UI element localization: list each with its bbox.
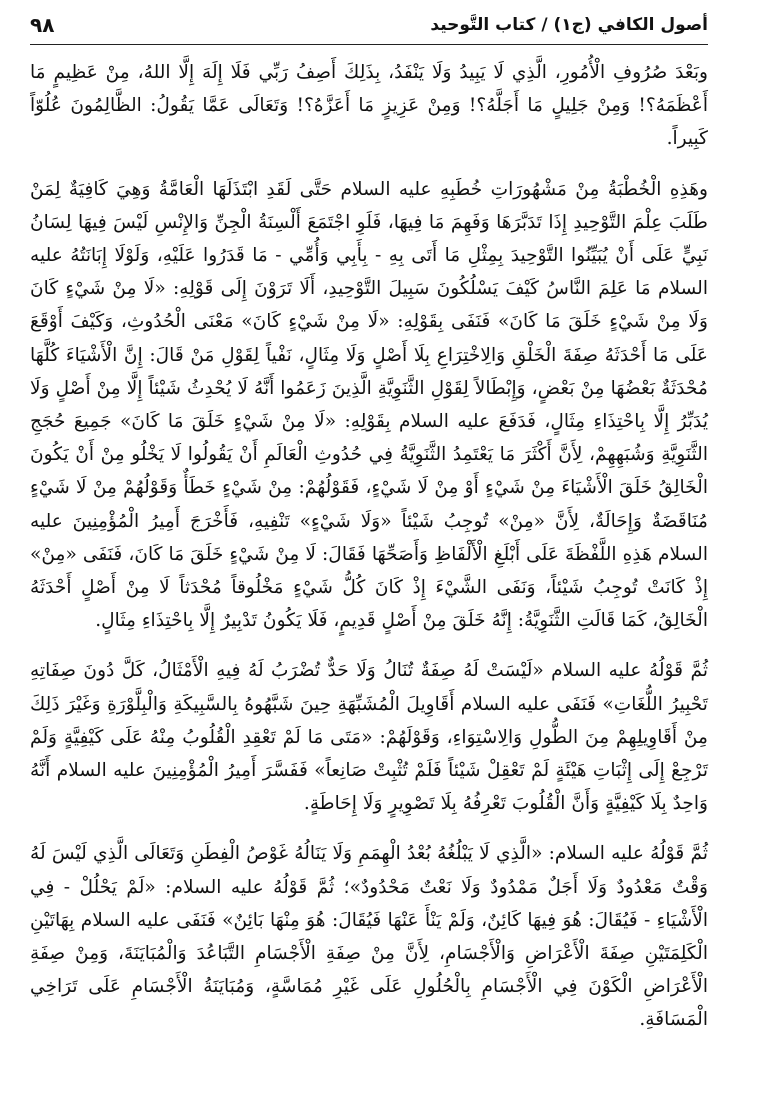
paragraph-no-attribute: ثُمَّ قَوْلُهُ عليه السلام «لَيْسَتْ لَهُ صِفَةٌ تُنَالُ وَلَا حَدٌّ تُضْرَبُ لَهُ فِيهِ الْأَمْثَالُ، كَلَّ دُونَ صِفَاتِهِ تَحْبِيرُ اللُّغَاتِ» فَنَفَى عليه السلام أَقَاوِيلَ الْمُشَبِّهَةِ حِينَ شَبَّهُوهُ بِالسَّبِيكَةِ وَالْبِلَّوْرَةِ وَغَيْرَ ذَلِكَ مِنْ أَقَاوِيلِهِمْ مِنَ الطُّولِ وَالِاسْتِوَاءِ، وَقَوْلَهُمْ: «مَتَى مَا لَمْ تَعْقِدِ الْقُلُوبُ مِنْهُ عَلَى كَيْفِيَّةٍ وَلَمْ تَرْجِعْ إِلَى إِثْبَاتِ هَيْئَةٍ لَمْ تَعْقِلْ شَيْئاً فَلَمْ تُثْبِتْ صَانِعاً» فَفَسَّرَ أَمِيرُ الْمُؤْمِنِينَ عليه السلام أَنَّهُ وَاحِدٌ بِلَا كَيْفِيَّةٍ وَأَنَّ الْقُلُوبَ تَعْرِفُهُ بِلَا تَصْوِيرٍ وَلَا إِحَاطَةٍ. [30, 660, 708, 815]
page-body [30, 56, 708, 1106]
running-title: أصول الكافي (ج١) / كتاب التَّوحيد [430, 15, 708, 35]
page-number: ٩٨ [30, 13, 55, 37]
paragraph-sermon-commentary: وهَذِهِ الْخُطْبَةُ مِنْ مَشْهُورَاتِ خُطَبِهِ عليه السلام حَتَّى لَقَدِ ابْتَذَلَهَا الْعَامَّةُ وَهِيَ كَافِيَةٌ لِمَنْ طَلَبَ عِلْمَ التَّوْحِيدِ إِذَا تَدَبَّرَهَا وَفَهِمَ مَا فِيهَا، فَلَوِ اجْتَمَعَ أَلْسِنَةُ الْجِنِّ وَالإِنْسِ لَيْسَ فِيهَا لِسَانُ نَبِيٍّ عَلَى أَنْ يُبَيِّنُوا التَّوْحِيدَ بِمِثْلِ مَا أَتَى بِهِ - بِأَبِي وَأُمِّي - مَا قَدَرُوا عَلَيْهِ، وَلَوْلَا إِبَانَتُهُ عليه السلام مَا عَلِمَ النَّاسُ كَيْفَ يَسْلُكُونَ سَبِيلَ التَّوْحِيدِ، أَلَا تَرَوْنَ إِلَى قَوْلِهِ: «لَا مِنْ شَيْءٍ كَانَ وَلَا مِنْ شَيْءٍ خَلَقَ مَا كَانَ» فَنَفَى بِقَوْلِهِ: «لَا مِنْ شَيْءٍ كَانَ» مَعْنَى الْحُدُوثِ، وَكَيْفَ أَوْقَعَ عَلَى مَا أَحْدَثَهُ صِفَةَ الْخَلْقِ وَالِاخْتِرَاعِ بِلَا أَصْلٍ وَلَا مِثَالٍ، نَفْياً لِقَوْلِ مَنْ قَالَ: إِنَّ الْأَشْيَاءَ كُلَّهَا مُحْدَثَةٌ بَعْضُهَا مِنْ بَعْضٍ، وَإِبْطَالاً لِقَوْلِ الثَّنَوِيَّةِ الَّذِينَ زَعَمُوا أَنَّهُ لَا يُحْدِثُ شَيْئاً إِلَّا مِنْ أَصْلٍ وَلَا يُدَبِّرُ إِلَّا بِاحْتِذَاءِ مِثَالٍ، فَدَفَعَ عليه السلام بِقَوْلِهِ: «لَا مِنْ شَيْءٍ خَلَقَ مَا كَانَ» جَمِيعَ حُجَجِ الثَّنَوِيَّةِ وَشُبَهِهِمْ، لِأَنَّ أَكْثَرَ مَا يَعْتَمِدُ الثَّنَوِيَّةُ فِي حُدُوثِ الْعَالَمِ أَنْ يَقُولُوا لَا يَخْلُو مِنْ أَنْ يَكُونَ الْخَالِقُ خَلَقَ الْأَشْيَاءَ مِنْ شَيْءٍ أَوْ مِنْ لَا شَيْءٍ، فَقَوْلُهُمْ: مِنْ شَيْءٍ خَطَأٌ وَقَوْلُهُمْ مِنْ لَا شَيْءٍ مُنَاقَضَةٌ وَإِحَالَةٌ، لِأَنَّ «مِنْ» تُوجِبُ شَيْئاً «وَلَا شَيْءٍ» تَنْفِيهِ، فَأَخْرَجَ أَمِيرُ الْمُؤْمِنِينَ عليه السلام هَذِهِ اللَّفْظَةَ عَلَى أَبْلَغِ الْأَلْفَاظِ وَأَصَحِّهَا فَقَالَ: لَا مِنْ شَيْءٍ خَلَقَ مَا كَانَ، فَنَفَى «مِنْ» إِذْ كَانَتْ تُوجِبُ شَيْئاً، وَنَفَى الشَّيْءَ إِذْ كَانَ كُلُّ شَيْءٍ مَخْلُوقاً مُحْدَثاً لَا مِنْ أَصْلٍ أَحْدَثَهُ الْخَالِقُ، كَمَا قَالَتِ الثَّنَوِيَّةُ: إِنَّهُ خَلَقَ مِنْ أَصْلٍ قَدِيمٍ، فَلَا يَكُونُ تَدْبِيرٌ إِلَّا بِاحْتِذَاءِ مِثَالٍ. [30, 178, 708, 632]
page-header [30, 8, 708, 42]
header-divider [30, 44, 708, 45]
paragraph-not-reached: ثُمَّ قَوْلُهُ عليه السلام: «الَّذِي لَا يَبْلُغُهُ بُعْدُ الْهِمَمِ وَلَا يَنَالُهُ غَوْصُ الْفِطَنِ وَتَعَالَى الَّذِي لَيْسَ لَهُ وَقْتٌ مَعْدُودٌ وَلَا أَجَلٌ مَمْدُودٌ وَلَا نَعْتٌ مَحْدُودٌ»؛ ثُمَّ قَوْلُهُ عليه السلام: «لَمْ يَحْلُلْ - فِي الْأَشْيَاءِ - فَيُقَالَ: هُوَ فِيهَا كَائِنٌ، وَلَمْ يَنْأَ عَنْهَا فَيُقَالَ: هُوَ مِنْهَا بَائِنٌ» فَنَفَى عليه السلام بِهَاتَيْنِ الْكَلِمَتَيْنِ صِفَةَ الْأَعْرَاضِ وَالْأَجْسَامِ، لِأَنَّ مِنْ صِفَةِ الْأَجْسَامِ التَّبَاعُدَ وَالْمُبَايَنَةَ، وَمِنْ صِفَةِ الْأَعْرَاضِ الْكَوْنَ فِي الْأَجْسَامِ بِالْحُلُولِ عَلَى غَيْرِ مُمَاسَّةٍ، وَمُبَايَنَةُ الْأَجْسَامِ عَلَى تَرَاخِي الْمَسَافَةِ. [30, 843, 708, 1031]
paragraph-closing-praise: وبَعْدَ صُرُوفِ الْأُمُورِ، الَّذِي لَا يَبِيدُ وَلَا يَنْفَدُ، بِذَلِكَ أَصِفُ رَبِّي فَلَا إِلَهَ إِلَّا اللهُ، مِنْ عَظِيمٍ مَا أَعْظَمَهُ؟! وَمِنْ جَلِيلٍ مَا أَجَلَّهُ؟! وَمِنْ عَزِيزٍ مَا أَعَزَّهُ؟! وَتَعَالَى عَمَّا يَقُولُ: الظَّالِمُونَ عُلُوّاً كَبِيراً. [30, 62, 708, 150]
